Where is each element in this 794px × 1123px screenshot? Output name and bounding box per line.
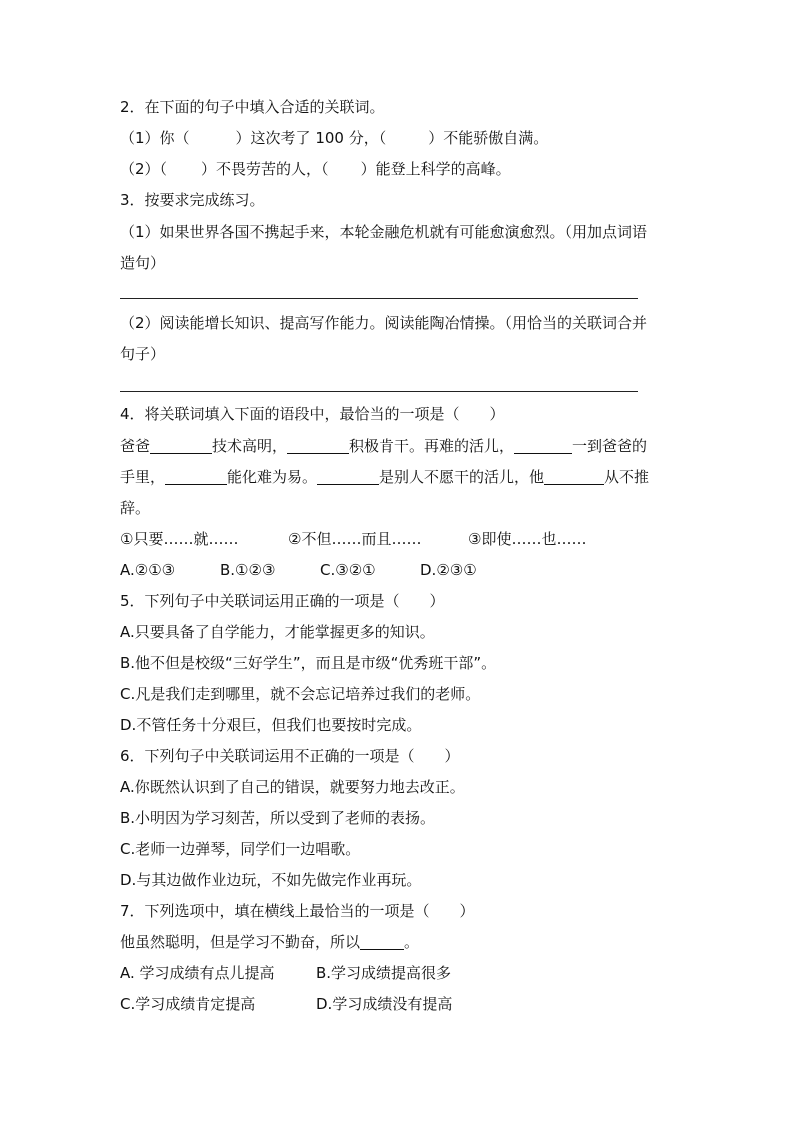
- q4-p2-a: 手里，: [120, 468, 166, 486]
- q4-blank-2[interactable]: [287, 438, 349, 454]
- q7-options-row-2: [120, 993, 680, 1015]
- q4-choice-c[interactable]: C.③②①: [320, 561, 376, 579]
- q4-title: 4．将关联词填入下面的语段中，最恰当的一项是（ ）: [120, 405, 505, 423]
- q4-p2-c: 是别人不愿干的活儿，他: [379, 468, 545, 486]
- q4-blank-1[interactable]: [150, 438, 212, 454]
- q4-choice-d[interactable]: D.②③①: [420, 561, 477, 579]
- q6-option-a[interactable]: A.你既然认识到了自己的错误，就要努力地去改正。: [120, 778, 465, 796]
- q2-title: 2．在下面的句子中填入合适的关联词。: [120, 98, 385, 116]
- q2-sentence-1: [120, 127, 680, 149]
- q6-option-d[interactable]: D.与其边做作业边玩，不如先做完作业再玩。: [120, 871, 422, 889]
- q2-s1-part-b: ）这次考了 100 分，（: [235, 129, 387, 147]
- q7-options-row-1: [120, 962, 680, 984]
- q3-s1-line-2: 造句）: [120, 254, 166, 272]
- q3-s2-line-1: （2）阅读能增长知识、提高写作能力。阅读能陶冶情操。（用恰当的关联词合并: [120, 314, 648, 332]
- q4-choice-a[interactable]: A.②①③: [120, 561, 176, 579]
- q4-paragraph-line-1: [120, 435, 680, 457]
- q5-option-b[interactable]: B.他不但是校级“三好学生”，而且是市级“优秀班干部”。: [120, 654, 497, 672]
- q7-option-a[interactable]: A. 学习成绩有点儿提高: [120, 964, 275, 982]
- q7-title: 7．下列选项中，填在横线上最恰当的一项是（ ）: [120, 902, 475, 920]
- q7-stem: [120, 931, 680, 953]
- q7-blank[interactable]: [360, 934, 404, 950]
- q4-blank-5[interactable]: [317, 469, 379, 485]
- q5-option-c[interactable]: C.凡是我们走到哪里，就不会忘记培养过我们的老师。: [120, 685, 481, 703]
- q6-option-c[interactable]: C.老师一边弹琴，同学们一边唱歌。: [120, 840, 361, 858]
- q3-title: 3．按要求完成练习。: [120, 191, 265, 209]
- q5-title: 5．下列句子中关联词运用正确的一项是（ ）: [120, 592, 445, 610]
- q4-blank-3[interactable]: [514, 438, 572, 454]
- q4-paragraph-line-3: 辞。: [120, 499, 151, 517]
- q4-paragraph-line-2: [120, 466, 680, 488]
- q2-s2-part-c: ）能登上科学的高峰。: [360, 160, 511, 178]
- q3-s2-line-2: 句子）: [120, 345, 166, 363]
- q2-s1-part-c: ）不能骄傲自满。: [428, 129, 549, 147]
- q4-p1-b: 技术高明，: [212, 437, 288, 455]
- q2-s2-part-a: （2）（: [120, 160, 168, 178]
- q5-option-d[interactable]: D.不管任务十分艰巨，但我们也要按时完成。: [120, 716, 422, 734]
- q4-choice-b[interactable]: B.①②③: [220, 561, 276, 579]
- q4-p1-d: 一到爸爸的: [572, 437, 648, 455]
- q4-word-option-1: ①只要……就……: [120, 530, 239, 548]
- q4-p1-c: 积极肯干。再难的活儿，: [349, 437, 515, 455]
- q4-word-options: [120, 528, 680, 550]
- q2-sentence-2: [120, 158, 680, 180]
- q6-option-b[interactable]: B.小明因为学习刻苦，所以受到了老师的表扬。: [120, 809, 436, 827]
- q4-p2-d: 从不推: [604, 468, 650, 486]
- q4-blank-6[interactable]: [544, 469, 604, 485]
- q4-p1-a: 爸爸: [120, 437, 151, 455]
- q2-s1-part-a: （1）你（: [120, 129, 190, 147]
- q7-stem-a: 他虽然聪明，但是学习不勤奋，所以: [120, 933, 361, 951]
- q6-title: 6．下列句子中关联词运用不正确的一项是（ ）: [120, 747, 460, 765]
- q4-blank-4[interactable]: [165, 469, 227, 485]
- q3-s2-answer-line[interactable]: [120, 391, 638, 392]
- q7-option-c[interactable]: C.学习成绩肯定提高: [120, 995, 256, 1013]
- q7-stem-b: 。: [404, 933, 420, 951]
- q5-option-a[interactable]: A.只要具备了自学能力，才能掌握更多的知识。: [120, 623, 435, 641]
- q3-s1-line-1: （1）如果世界各国不携起手来，本轮金融危机就有可能愈演愈烈。（用加点词语: [120, 223, 648, 241]
- q2-s2-part-b: ）不畏劳苦的人，（: [201, 160, 329, 178]
- q4-choices: [120, 559, 680, 581]
- q7-option-d[interactable]: D.学习成绩没有提高: [316, 995, 453, 1013]
- q7-option-b[interactable]: B.学习成绩提高很多: [316, 964, 452, 982]
- q4-p2-b: 能化难为易。: [227, 468, 318, 486]
- q4-word-option-2: ②不但……而且……: [288, 530, 422, 548]
- q4-word-option-3: ③即使……也……: [468, 530, 587, 548]
- q3-s1-answer-line[interactable]: [120, 298, 638, 299]
